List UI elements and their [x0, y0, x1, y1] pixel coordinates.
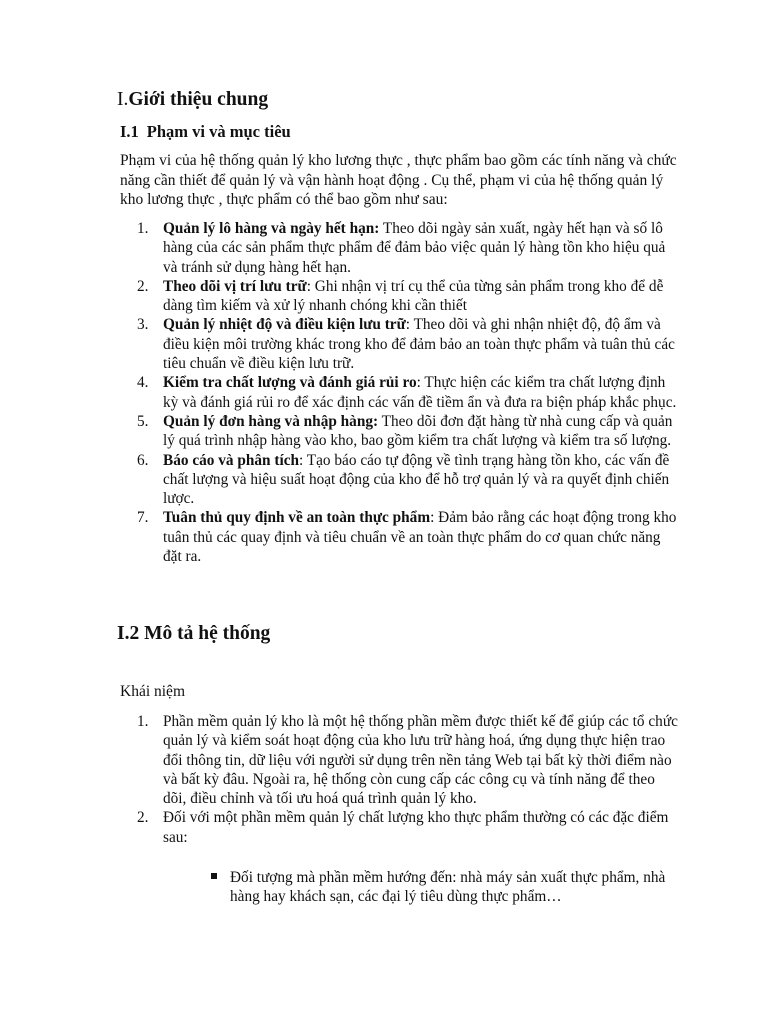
list-item — [120, 412, 680, 451]
list-item-text: : Tạo báo cáo tự động về tình trạng hàng tồn kho, các vấn đề chất lượng và hiệu suất hoạt động của kho để hỗ trợ quản lý và ra quyết định chiến lược. — [163, 451, 670, 508]
section-1-title: Phạm vi và mục tiêu — [146, 122, 291, 141]
list-item — [120, 451, 680, 509]
list-item-text: : Theo dõi và ghi nhận nhiệt độ, độ ẩm và điều kiện môi trường khác trong kho để đảm bảo an toàn thực phẩm và tuân thủ các tiêu chuẩn về điều kiện lưu trữ. — [163, 316, 675, 373]
section-2-heading: I.2 Mô tả hệ thống — [117, 623, 271, 644]
list-item-bold: Quản lý đơn hàng và nhập hàng: — [163, 412, 379, 430]
list-item-bold: Quản lý nhiệt độ và điều kiện lưu trữ — [163, 316, 406, 334]
list-item-number: 4. — [137, 374, 149, 392]
heading-1 — [117, 86, 268, 114]
list-item-text: Phần mềm quản lý kho là một hệ thống phần mềm được thiết kế để giúp các tổ chức quản lý và kiểm soát hoạt động của kho lưu trữ hàng hoá, ứng dụng thực hiện trao đổi thông tin, dữ liệu với người sử dụng trên nền tảng Web tại bất kỳ thời điểm nào và bất kỳ đâu. Ngoài ra, hệ thống còn cung cấp các công cụ và tính năng để theo dõi, điều chỉnh và tối ưu hoá quá trình quản lý kho. — [163, 713, 678, 808]
square-bullet-icon — [211, 873, 217, 879]
concept-label: Khái niệm — [120, 683, 185, 700]
list-item-text: : Thực hiện các kiểm tra chất lượng định kỳ và đánh giá rủi ro để xác định các vấn đề tiềm ẩn và đưa ra biện pháp khắc phục. — [163, 374, 677, 411]
heading-1-title: Giới thiệu chung — [128, 89, 269, 110]
list-item-number: 2. — [137, 809, 149, 827]
list-item-number: 2. — [137, 277, 149, 295]
list-item — [120, 373, 680, 412]
list-item-bold: Quản lý lô hàng và ngày hết hạn: — [163, 220, 380, 237]
intro-paragraph: Phạm vi của hệ thống quản lý kho lương thực , thực phẩm bao gồm các tính năng và chức năng cần thiết để quản lý và vận hành hoạt động . Cụ thể, phạm vi của hệ thống quản lý kho lương thực , thực phẩm có thể bao gồm như sau: — [120, 152, 677, 208]
section-1-number: I.1 — [120, 122, 139, 141]
concept-list — [120, 712, 680, 847]
bullet-item — [230, 868, 690, 907]
section-1-heading — [120, 120, 291, 144]
list-item-number: 7. — [137, 509, 149, 527]
list-item-number: 1. — [137, 713, 149, 730]
list-item-text: : Đảm bảo rằng các hoạt động trong kho tuân thủ các quay định và tiêu chuẩn về an toàn thực phẩm do cơ quan chức năng đặt ra. — [163, 509, 677, 566]
list-item-bold: Tuân thủ quy định về an toàn thực phẩm — [163, 509, 431, 527]
list-item-number: 1. — [137, 220, 149, 237]
features-sublist — [230, 868, 690, 907]
list-item-text: : Ghi nhận vị trí cụ thể của từng sản phẩm trong kho để dễ dàng tìm kiếm và xử lý nhanh chóng khi cần thiết — [163, 277, 664, 315]
list-item — [120, 315, 680, 373]
list-item-number: 6. — [137, 451, 149, 469]
heading-1-number: I. — [117, 89, 129, 110]
list-item — [120, 219, 680, 277]
list-item — [120, 808, 680, 847]
list-item-bold: Kiểm tra chất lượng và đánh giá rủi ro — [163, 374, 417, 392]
list-item-text: Theo dõi đơn đặt hàng từ nhà cung cấp và quản lý quá trình nhập hàng vào kho, bao gồm kiểm tra chất lượng và kiểm tra số lượng. — [163, 412, 673, 450]
list-item-text: Theo dõi ngày sản xuất, ngày hết hạn và số lô hàng của các sản phẩm thực phẩm để đảm bảo việc quản lý hàng tồn kho hiệu quả và tránh sử dụng hàng hết hạn. — [163, 220, 666, 276]
list-item-text: Đối với một phần mềm quản lý chất lượng kho thực phẩm thường có các đặc điểm sau: — [163, 809, 669, 846]
list-item-bold: Theo dõi vị trí lưu trữ — [163, 277, 307, 295]
scope-list — [120, 219, 680, 566]
list-item-number: 3. — [137, 316, 149, 334]
list-item — [120, 508, 680, 566]
list-item — [120, 712, 680, 808]
list-item-bold: Báo cáo và phân tích — [163, 451, 299, 469]
bullet-item-text: Đối tượng mà phần mềm hướng đến: nhà máy sản xuất thực phẩm, nhà hàng hay khách sạn, các đại lý tiêu dùng thực phẩm… — [230, 869, 666, 906]
list-item-number: 5. — [137, 412, 149, 430]
list-item — [120, 277, 680, 316]
